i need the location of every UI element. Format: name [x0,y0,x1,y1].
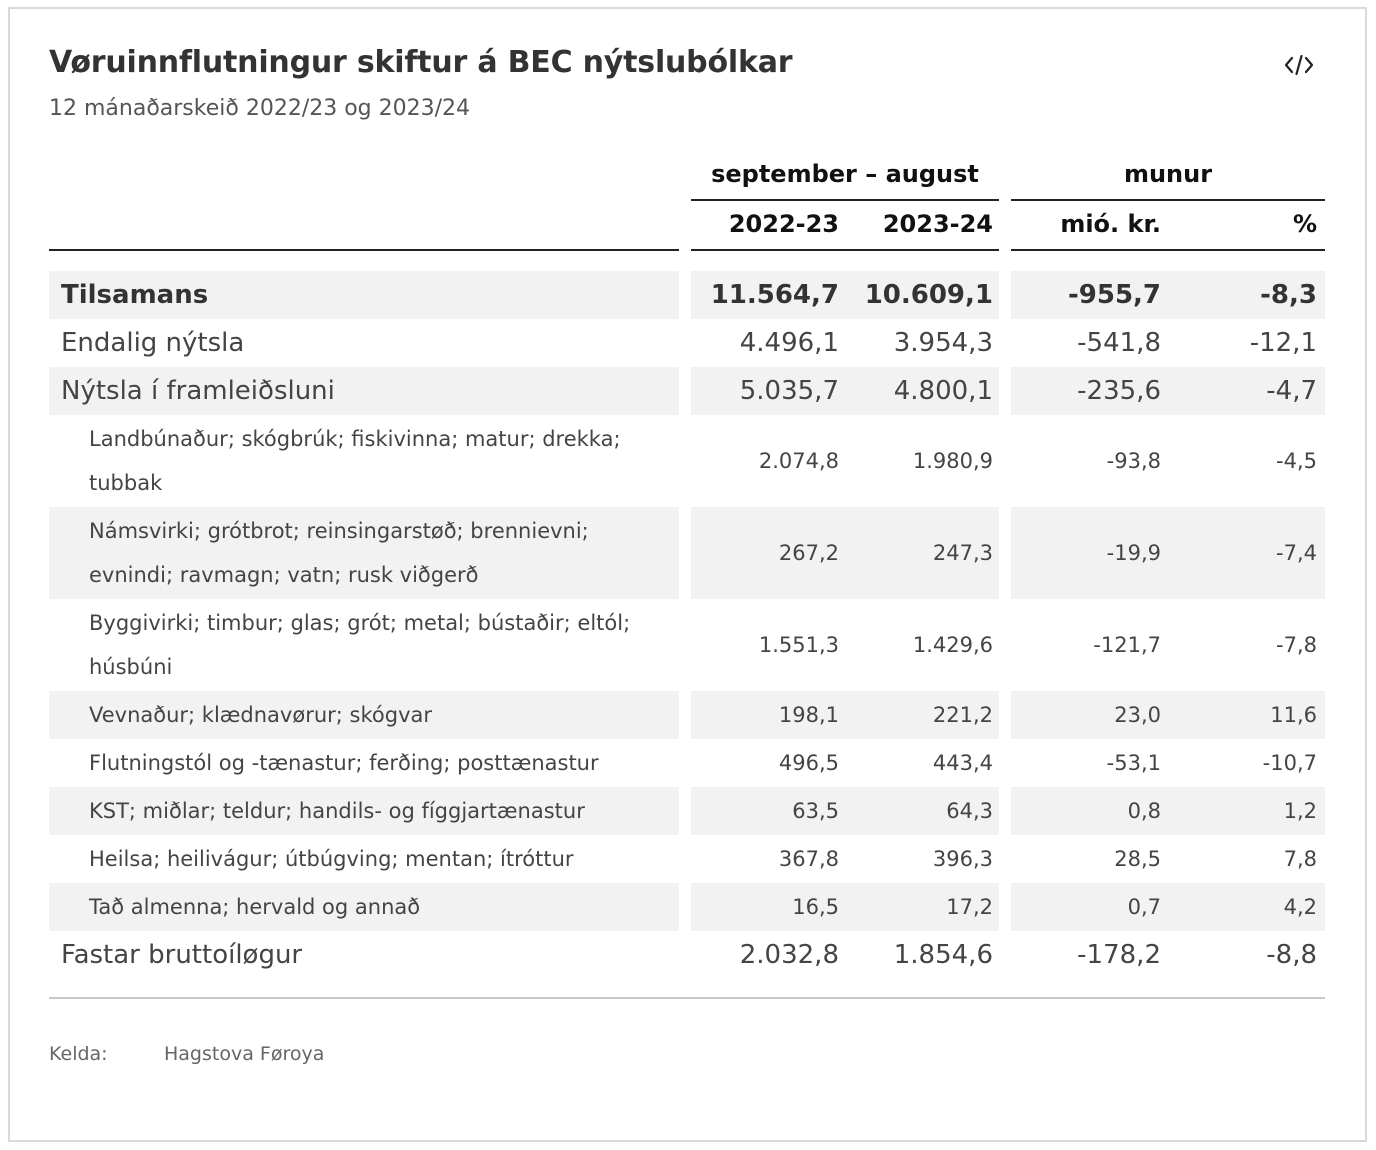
value-diff-kr: -53,1 [1106,751,1161,775]
value-2023-24: 221,2 [845,691,999,739]
value-2023-24: 17,2 [845,883,999,931]
value-2023-24: 247,3 [845,507,999,599]
source-value: Hagstova Føroya [164,1043,325,1065]
group-header-period: september – august [711,160,979,188]
table-row [49,319,1325,367]
value-diff-kr: -541,8 [1077,328,1161,358]
row-label: Fastar bruttoíløgur [61,940,303,970]
value-diff-pct: 1,2 [1171,787,1325,835]
header-rule-period [691,249,999,251]
column-header-percent: % [1292,210,1317,238]
row-label: KST; miðlar; teldur; handils- og fíggjartænastur [49,787,679,835]
value-2023-24: 1.980,9 [912,449,993,473]
value-diff-pct: 7,8 [1283,847,1317,871]
code-embed-icon[interactable] [1282,50,1316,80]
group-underline-difference [1011,199,1325,201]
table-row [49,835,1325,883]
table-bottom-rule [49,997,1325,999]
row-label: Byggivirki; timbur; glas; grót; metal; bústaðir; eltól; húsbúni [89,611,631,679]
value-diff-pct: -10,7 [1262,751,1317,775]
table-row-total [49,271,1325,319]
value-2022-23: 267,2 [691,507,845,599]
table-row [49,415,1325,507]
column-header-million-kr: mió. kr. [1060,210,1161,238]
value-2022-23: 11.564,7 [691,271,845,319]
table-row [49,739,1325,787]
group-underline-period [691,199,999,201]
row-label: Tað almenna; hervald og annað [49,883,679,931]
column-header-2023-24: 2023-24 [882,210,993,238]
value-diff-pct: -4,5 [1276,449,1317,473]
value-2022-23: 1.551,3 [758,633,839,657]
value-2023-24: 10.609,1 [845,271,999,319]
column-header-2022-23: 2022-23 [728,210,839,238]
row-label: Vevnaður; klædnavørur; skógvar [49,691,679,739]
value-diff-kr: -121,7 [1093,633,1161,657]
row-label: Nýtsla í framleiðsluni [49,367,679,415]
table-row [49,367,1325,415]
value-diff-pct: 11,6 [1171,691,1325,739]
value-2022-23: 63,5 [691,787,845,835]
value-2022-23: 198,1 [691,691,845,739]
row-label: Landbúnaður; skógbrúk; fiskivinna; matur; drekka; tubbak [89,427,621,495]
value-diff-pct: -8,8 [1266,940,1317,970]
value-diff-kr: -235,6 [1011,367,1171,415]
value-2023-24: 443,4 [932,751,993,775]
row-label: Endalig nýtsla [61,328,245,358]
table-row [49,507,1325,599]
value-2022-23: 496,5 [778,751,839,775]
value-2023-24: 64,3 [845,787,999,835]
value-diff-pct: 4,2 [1171,883,1325,931]
value-2023-24: 1.429,6 [912,633,993,657]
header-rule-label [49,249,679,251]
row-label: Flutningstól og -tænastur; ferðing; posttænastur [89,751,599,775]
value-diff-pct: -7,8 [1276,633,1317,657]
table-body [49,271,1325,979]
value-2022-23: 2.074,8 [758,449,839,473]
row-label: Heilsa; heilivágur; útbúgving; mentan; ítróttur [89,847,574,871]
table-row [49,599,1325,691]
value-diff-kr: -178,2 [1077,940,1161,970]
page-subtitle: 12 mánaðarskeið 2022/23 og 2023/24 [49,96,471,121]
value-diff-pct: -12,1 [1249,328,1317,358]
value-2022-23: 4.496,1 [739,328,839,358]
value-diff-kr: 0,7 [1011,883,1171,931]
value-diff-kr: -93,8 [1106,449,1161,473]
value-diff-pct: -8,3 [1171,271,1325,319]
value-diff-pct: -4,7 [1171,367,1325,415]
row-label: Námsvirki; grótbrot; reinsingarstøð; brennievni; evnindi; ravmagn; vatn; rusk viðgerð [49,507,679,599]
value-2023-24: 396,3 [932,847,993,871]
value-diff-kr: 0,8 [1011,787,1171,835]
table-row [49,787,1325,835]
value-2022-23: 5.035,7 [691,367,845,415]
value-2023-24: 4.800,1 [845,367,999,415]
value-2023-24: 1.854,6 [893,940,993,970]
header-rule-difference [1011,249,1325,251]
value-2023-24: 3.954,3 [893,328,993,358]
value-diff-kr: 28,5 [1114,847,1161,871]
page-title: Vøruinnflutningur skiftur á BEC nýtslubólkar [49,45,793,80]
value-diff-kr: -955,7 [1011,271,1171,319]
value-2022-23: 16,5 [691,883,845,931]
value-diff-kr: 23,0 [1011,691,1171,739]
table-row [49,931,1325,979]
table-row [49,883,1325,931]
row-label: Tilsamans [49,271,679,319]
value-2022-23: 367,8 [778,847,839,871]
value-2022-23: 2.032,8 [739,940,839,970]
source-label: Kelda: [49,1043,108,1065]
group-header-difference: munur [1123,160,1213,188]
value-diff-pct: -7,4 [1171,507,1325,599]
value-diff-kr: -19,9 [1011,507,1171,599]
table-row [49,691,1325,739]
